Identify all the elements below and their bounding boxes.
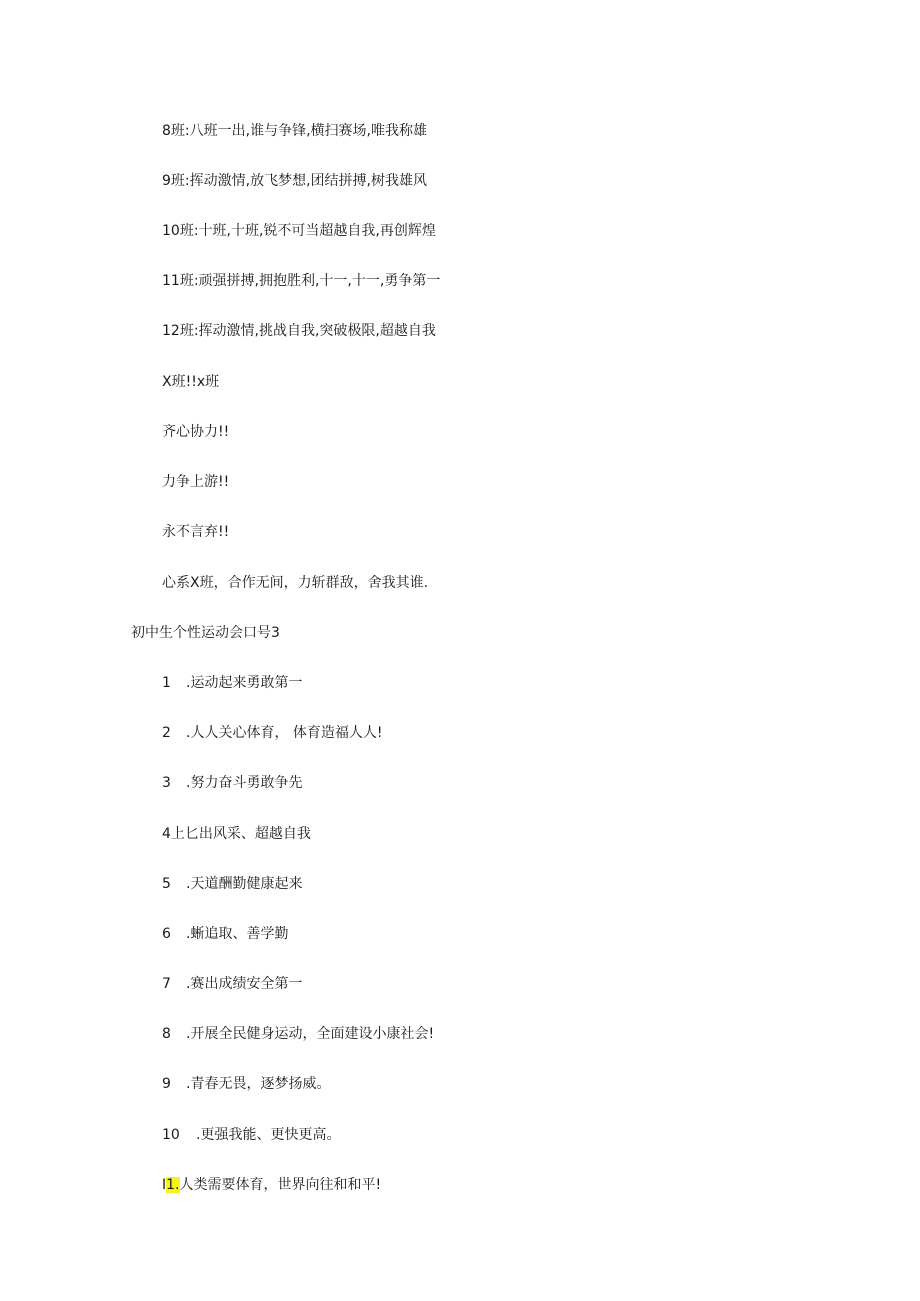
list-item [162, 824, 311, 844]
class-slogan-8: 8班:八班一出,谁与争锋,横扫赛场,唯我称雄 [162, 123, 427, 139]
class-slogan-12: 12班:挥动激情,挑战自我,突破极限,超越自我 [162, 323, 436, 339]
item-prefix: I [162, 1177, 167, 1193]
item-text: .人人关心体育， 体育造福人人! [186, 725, 383, 741]
item-text: .赛出成绩安全第一 [186, 976, 303, 992]
item-text: .更强我能、更快更高。 [196, 1127, 341, 1143]
item-number: 9 [162, 1076, 171, 1092]
chant-line: 心系X班，合作无间，力斩群敌，舍我其谁. [162, 575, 429, 591]
item-text: .开展全民健身运动，全面建设小康社会! [186, 1026, 435, 1042]
list-item [162, 974, 302, 994]
list-item [162, 1024, 434, 1044]
chant-line: 齐心协力!! [162, 424, 230, 440]
class-slogan-10: 10班:十班,十班,锐不可当超越自我,再创辉煌 [162, 223, 436, 239]
item-text: 4上匕出风采、超越自我 [162, 826, 311, 842]
list-item [162, 723, 383, 743]
item-number: 6 [162, 926, 171, 942]
list-item [162, 874, 302, 894]
section-title: 初中生个性运动会口号3 [131, 625, 280, 641]
item-text: .蜥追取、善学勤 [186, 926, 289, 942]
list-item [162, 1175, 381, 1195]
class-slogan-11: 11班:顽强拼搏,拥抱胜利,十一,十一,勇争第一 [162, 273, 441, 289]
list-item [162, 773, 302, 793]
item-number: 3 [162, 775, 171, 791]
list-item [162, 924, 288, 944]
list-item [162, 1074, 330, 1094]
list-item [162, 673, 302, 693]
item-number: 2 [162, 725, 171, 741]
item-number: 5 [162, 876, 171, 892]
chant-line: 力争上游!! [162, 474, 230, 490]
chant-line: 永不言弃!! [162, 524, 230, 540]
list-item [162, 1125, 340, 1145]
chant-line: X班!!x班 [162, 374, 220, 390]
item-number: 8 [162, 1026, 171, 1042]
class-slogan-9: 9班:挥动激情,放飞梦想,团结拼搏,树我雄风 [162, 173, 427, 189]
highlighted-number: 1. [166, 1177, 180, 1193]
item-text: .运动起来勇敢第一 [186, 675, 303, 691]
item-text: .天道酬勤健康起来 [186, 876, 303, 892]
item-text: .青春无畏，逐梦扬威。 [186, 1076, 331, 1092]
item-text: 人类需要体育，世界向往和和平! [179, 1177, 382, 1193]
item-number: 10 [162, 1127, 180, 1143]
item-number: 7 [162, 976, 171, 992]
item-text: .努力奋斗勇敢争先 [186, 775, 303, 791]
item-number: 1 [162, 675, 171, 691]
